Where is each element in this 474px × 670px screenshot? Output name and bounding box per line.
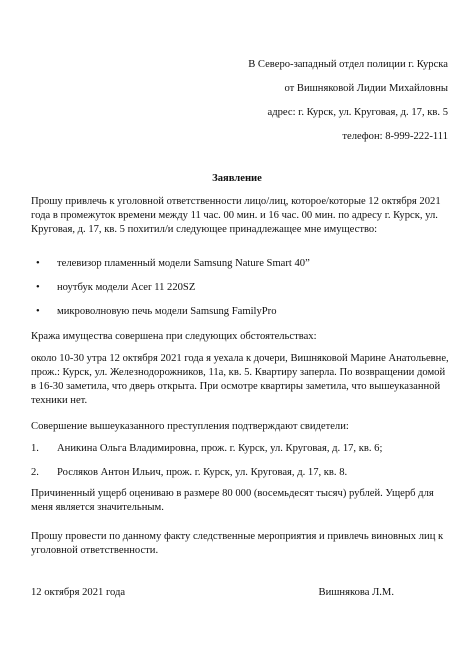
bullet-icon: • [36,282,40,293]
witnesses-list [31,442,461,490]
signature: Вишнякова Л.М. [318,587,394,598]
bullet-icon: • [36,306,40,317]
witnesses-intro: Совершение вышеуказанного преступления подтверждают свидетели: [31,421,349,432]
applicant-name-line: от Вишняковой Лидии Михайловны [284,83,448,94]
item-text: ноутбук модели Acer 11 220SZ [57,282,196,293]
list-number: 1. [31,443,39,454]
applicant-phone-line: телефон: 8-999-222-111 [342,131,448,142]
list-number: 2. [31,467,39,478]
circumstances-paragraph: около 10-30 утра 12 октября 2021 года я уехала к дочери, Вишняковой Марине Анатольевне, прож.: Курск, ул. Железнодорожников, 11а, кв. 5. Квартиру заперла. По возвращении домой в 16-30 заметила, что дверь открыта. При осмотре квартиры заметила, что вышеуказанной техники нет. [31,353,449,406]
list-item [31,305,451,329]
stolen-items-list [31,257,451,329]
closing-paragraph: Прошу провести по данному факту следственные мероприятия и привлечь виновных лиц к уголовной ответственности. [31,531,444,556]
list-item [31,257,451,281]
document-title: Заявление [212,173,262,184]
list-item [31,442,461,466]
document-date: 12 октября 2021 года [31,587,126,598]
request-paragraph: Прошу привлечь к уголовной ответственности лицо/лиц, которое/которые 12 октября 2021 года в промежуток времени между 11 час. 00 мин. и 16 час. 00 мин. по адресу г. Курск, ул. Круговая, д. 17, кв. 5 похитил/и следующее принадлежащее мне имущество: [31,196,441,235]
witness-text: Росляков Антон Ильич, прож. г. Курск, ул. Круговая, д. 17, кв. 8. [57,467,348,478]
item-text: микроволновую печь модели Samsung FamilyPro [57,306,277,317]
bullet-icon: • [36,258,40,269]
witness-text: Аникина Ольга Владимировна, прож. г. Курск, ул. Круговая, д. 17, кв. 6; [57,443,383,454]
list-item [31,281,451,305]
item-text: телевизор пламенный модели Samsung Nature Smart 40” [57,258,310,269]
addressee-line: В Северо-западный отдел полиции г. Курска [248,59,448,70]
circumstances-intro: Кража имущества совершена при следующих обстоятельствах: [31,331,317,342]
applicant-address-line: адрес: г. Курск, ул. Круговая, д. 17, кв. 5 [267,107,448,118]
damage-paragraph: Причиненный ущерб оцениваю в размере 80 000 (восемьдесят тысяч) рублей. Ущерб для меня является значительным. [31,488,434,513]
